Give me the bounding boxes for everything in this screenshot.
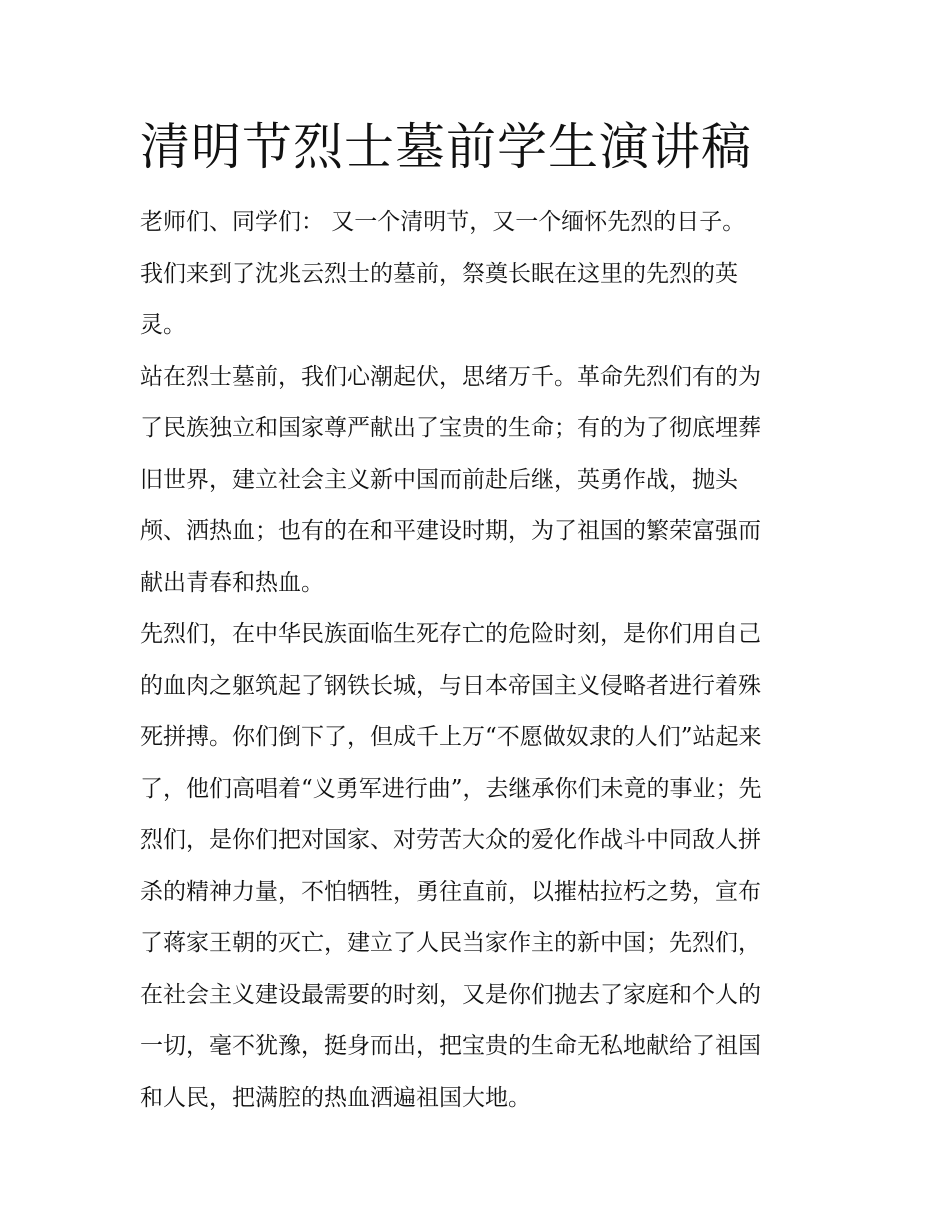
text-line: 了蒋家王朝的灭亡，建立了人民当家作主的新中国；先烈们， (140, 930, 761, 956)
text-line: 死拼搏。你们倒下了，但成千上万“不愿做奴隶的人们”站起来 (140, 724, 762, 750)
text-line: 先烈们，在中华民族面临生死存亡的危险时刻，是你们用自己 (140, 621, 761, 647)
text-line: 我们来到了沈兆云烈士的墓前，祭奠长眠在这里的先烈的英 (140, 260, 738, 287)
text-line: 老师们、同学们： 又一个清明节，又一个缅怀先烈的日子。 (140, 209, 746, 235)
text-line: 灵。 (140, 312, 186, 338)
text-line: 的血肉之躯筑起了钢铁长城，与日本帝国主义侵略者进行着殊 (140, 672, 761, 699)
text-line: 一切，毫不犹豫，挺身而出，把宝贵的生命无私地献给了祖国 (140, 1033, 761, 1059)
text-line: 杀的精神力量，不怕牺牲，勇往直前，以摧枯拉朽之势，宣布 (140, 878, 761, 905)
text-line: 在社会主义建设最需要的时刻，又是你们抛去了家庭和个人的 (140, 981, 761, 1008)
document-body (140, 197, 820, 1124)
text-line: 站在烈士墓前，我们心潮起伏，思绪万千。革命先烈们有的为 (140, 363, 761, 390)
text-line: 旧世界，建立社会主义新中国而前赴后继，英勇作战，抛头 (140, 466, 738, 493)
text-line: 和人民，把满腔的热血洒遍祖国大地。 (140, 1084, 531, 1111)
text-line: 烈们，是你们把对国家、对劳苦大众的爱化作战斗中同敌人拼 (140, 827, 761, 853)
text-line: 了，他们高唱着“义勇军进行曲”，去继承你们未竟的事业；先 (140, 775, 762, 802)
text-line: 颅、洒热血；也有的在和平建设时期，为了祖国的繁荣富强而 (140, 518, 761, 544)
text-line: 了民族独立和国家尊严献出了宝贵的生命；有的为了彻底埋葬 (140, 415, 761, 441)
document-title: 清明节烈士墓前学生演讲稿 (140, 118, 752, 176)
text-line: 献出青春和热血。 (140, 569, 324, 596)
